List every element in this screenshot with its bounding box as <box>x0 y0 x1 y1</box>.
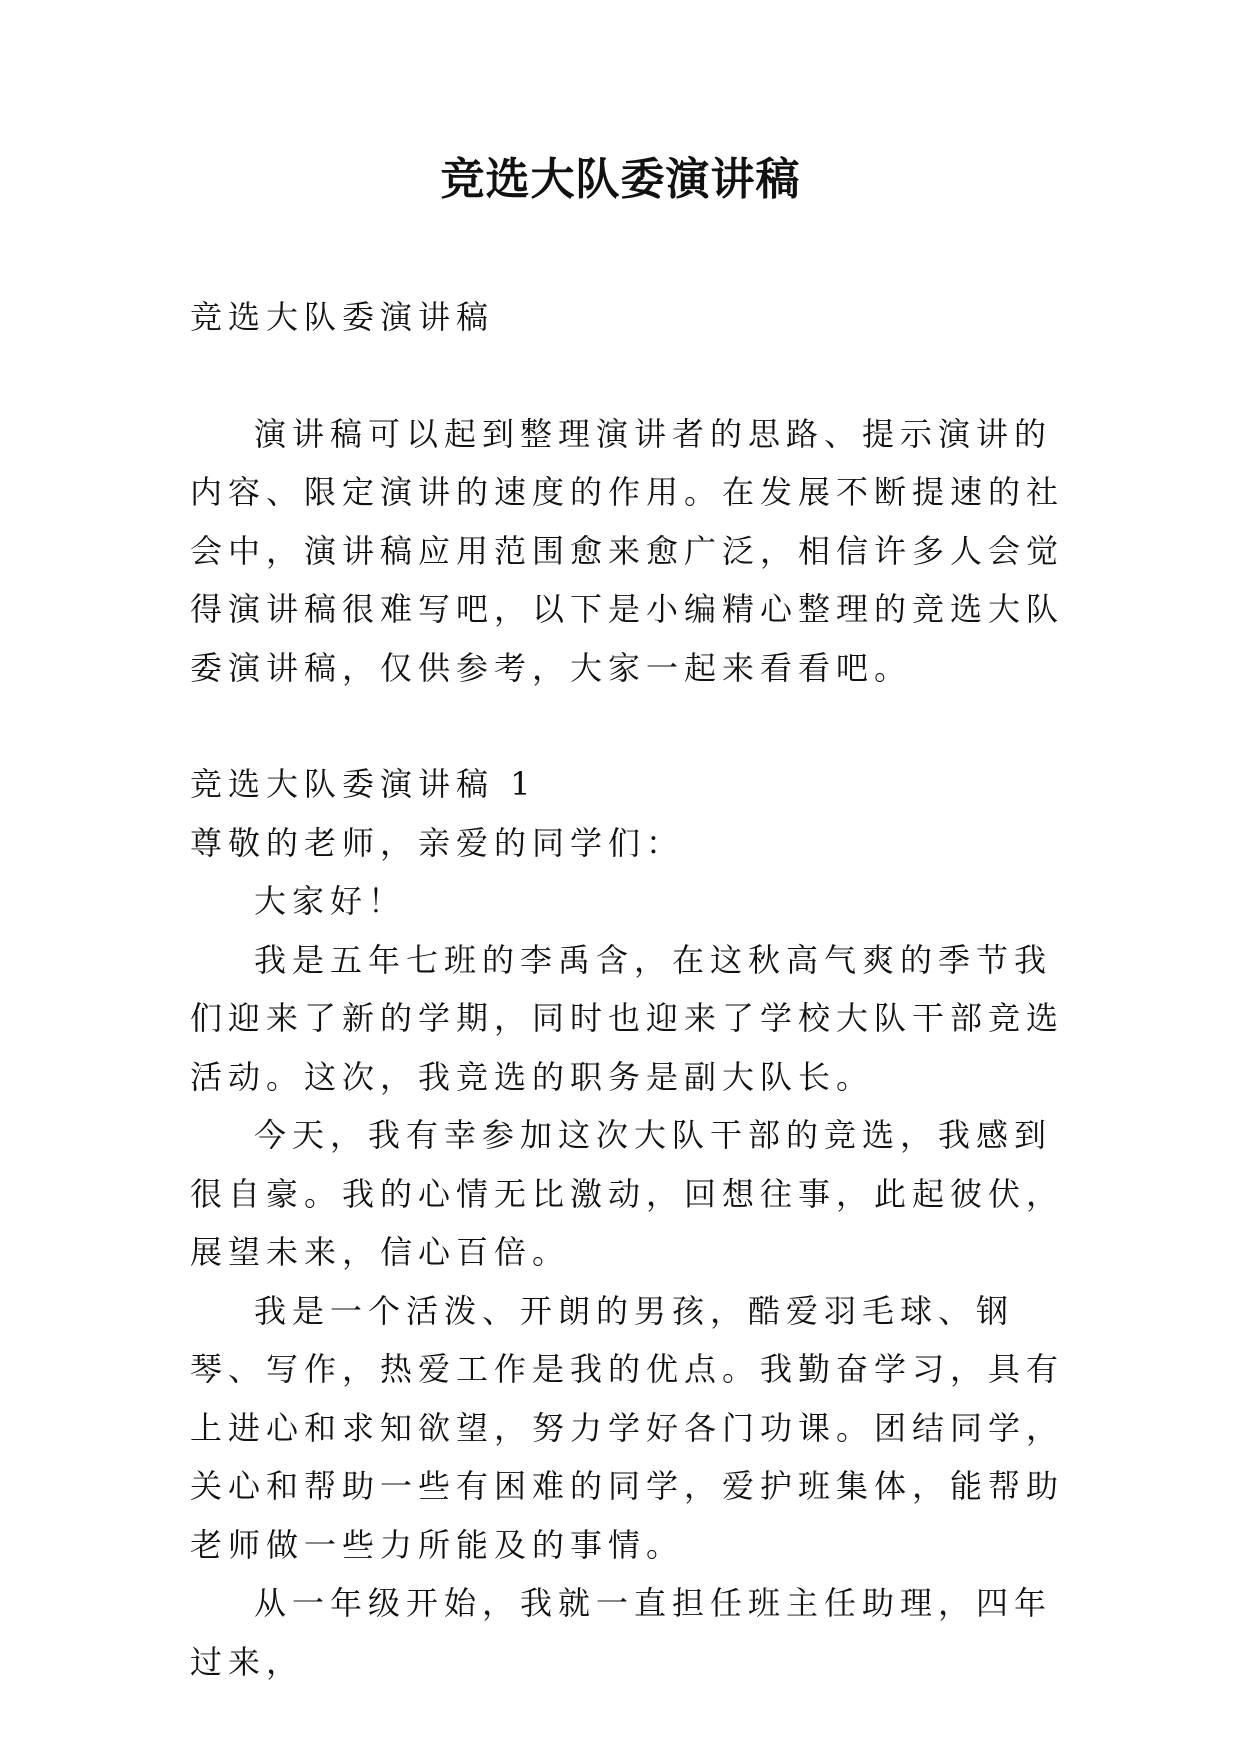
greeting: 大家好！ <box>254 882 407 920</box>
body-paragraph: 今天，我有幸参加这次大队干部的竞选，我感到很自豪。我的心情无比激动，回想往事，此起彼伏，展望未来，信心百倍。 <box>190 1116 1065 1271</box>
document-title: 竞选大队委演讲稿 <box>440 154 801 205</box>
document-subtitle: 竞选大队委演讲稿 <box>190 298 495 336</box>
body-paragraph: 从一年级开始，我就一直担任班主任助理，四年过来， <box>190 1584 1053 1681</box>
document-body <box>190 288 1070 1691</box>
salutation: 尊敬的老师，亲爱的同学们： <box>190 823 685 862</box>
intro-paragraph: 演讲稿可以起到整理演讲者的思路、提示演讲的内容、限定演讲的速度的作用。在发展不断提速的社会中，演讲稿应用范围愈来愈广泛，相信许多人会觉得演讲稿很难写吧，以下是小编精心整理的竞选大队委演讲稿，仅供参考，大家一起来看看吧。 <box>190 414 1065 687</box>
body-paragraph: 我是一个活泼、开朗的男孩，酷爱羽毛球、钢琴、写作，热爱工作是我的优点。我勤奋学习，具有上进心和求知欲望，努力学好各门功课。团结同学，关心和帮助一些有困难的同学，爱护班集体，能帮助老师做一些力所能及的事情。 <box>190 1291 1065 1564</box>
body-paragraph: 我是五年七班的李禹含，在这秋高气爽的季节我们迎来了新的学期，同时也迎来了学校大队干部竞选活动。这次，我竞选的职务是副大队长。 <box>190 940 1065 1096</box>
section-heading: 竞选大队委演讲稿 1 <box>190 765 537 803</box>
